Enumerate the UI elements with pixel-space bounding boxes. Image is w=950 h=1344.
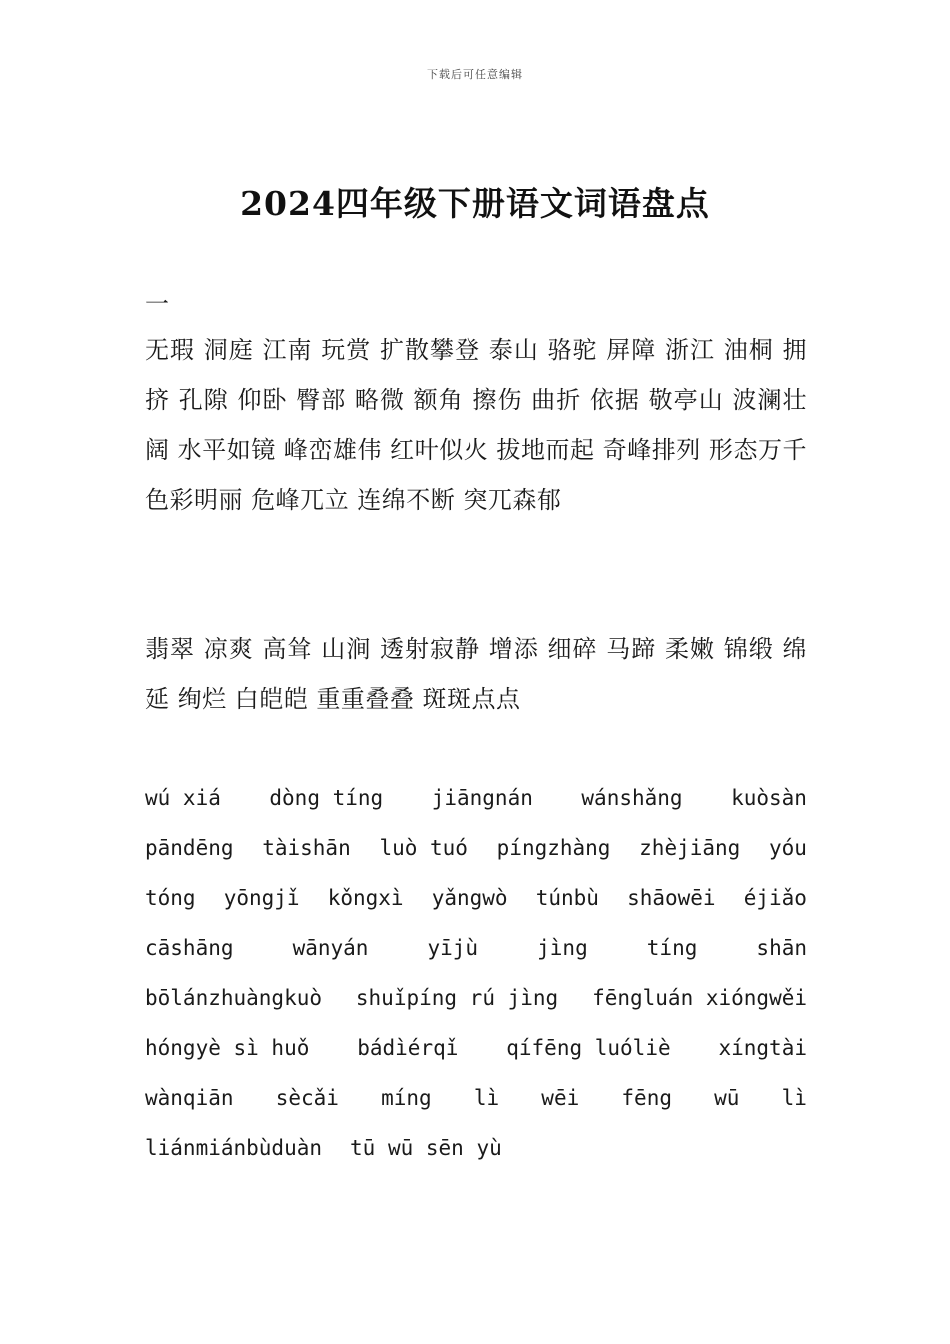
pinyin-word: wánshǎng — [581, 786, 683, 810]
pinyin-line — [145, 1073, 807, 1123]
pinyin-word: hóngyè sì huǒ — [145, 1036, 310, 1060]
pinyin-word: jìng — [537, 936, 588, 960]
pinyin-word: yǎngwò — [431, 886, 508, 910]
pinyin-word: fēng — [621, 1086, 672, 1110]
pinyin-word: kuòsàn — [731, 786, 807, 810]
pinyin-word: tíng — [646, 936, 698, 960]
pinyin-word: zhèjiāng — [639, 836, 741, 860]
section-number: 一 — [145, 290, 169, 318]
pinyin-word: jiāngnán — [431, 786, 533, 810]
pinyin-line — [145, 973, 807, 1023]
pinyin-word: yījù — [427, 936, 479, 960]
page-title: 2024四年级下册语文词语盘点 — [240, 184, 710, 223]
pinyin-word: túnbù — [535, 886, 599, 910]
pinyin-word: xíngtài — [718, 1036, 807, 1060]
pinyin-word: dòng tíng — [269, 786, 384, 810]
pinyin-word: lì — [781, 1086, 807, 1110]
pinyin-word: tū wū sēn yù — [350, 1136, 502, 1160]
pinyin-word: wū — [714, 1086, 740, 1110]
pinyin-line — [145, 923, 807, 973]
pinyin-word: yóu — [769, 836, 807, 860]
pinyin-word: lì — [473, 1086, 500, 1110]
pinyin-block — [145, 773, 807, 1173]
pinyin-word: shāowēi — [627, 886, 716, 910]
pinyin-word: yōngjǐ — [223, 886, 300, 910]
pinyin-word: bōlánzhuàngkuò — [145, 986, 323, 1010]
pinyin-word: fēngluán xióngwěi — [592, 986, 807, 1010]
pinyin-word: bádìérqǐ — [357, 1036, 459, 1060]
pinyin-word: qífēng luóliè — [506, 1036, 671, 1060]
pinyin-word: wānyán — [292, 936, 369, 960]
pinyin-word: wànqiān — [145, 1086, 234, 1110]
pinyin-word: píngzhàng — [496, 836, 611, 860]
header-note: 下载后可任意编辑 — [427, 68, 523, 81]
vocabulary-paragraph-2: 翡翠 凉爽 高耸 山涧 透射寂静 增添 细碎 马蹄 柔嫩 锦缎 绵延 绚烂 白皑皑 重重叠叠 斑斑点点 — [145, 635, 807, 713]
pinyin-line — [145, 773, 807, 823]
pinyin-line — [145, 823, 807, 873]
pinyin-word: éjiǎo — [743, 886, 807, 910]
pinyin-word: liánmiánbùduàn — [145, 1136, 323, 1160]
pinyin-word: míng — [381, 1086, 432, 1110]
pinyin-line — [145, 1023, 807, 1073]
pinyin-line — [145, 873, 807, 923]
vocabulary-paragraph-1: 无瑕 洞庭 江南 玩赏 扩散攀登 泰山 骆驼 屏障 浙江 油桐 拥挤 孔隙 仰卧 臀部 略微 额角 擦伤 曲折 依据 敬亭山 波澜壮阔 水平如镜 峰峦雄伟 红叶似火 拔地而起 奇峰排列 形态万千色彩明丽 危峰兀立 连绵不断 突兀森郁 — [145, 336, 807, 514]
pinyin-word: pāndēng — [145, 836, 234, 860]
pinyin-word: shān — [756, 936, 807, 960]
pinyin-word: cāshāng — [145, 936, 234, 960]
pinyin-word: kǒngxì — [327, 886, 404, 910]
pinyin-word: sècǎi — [275, 1086, 339, 1110]
pinyin-word: tàishān — [262, 836, 351, 860]
pinyin-line — [145, 1123, 807, 1173]
pinyin-word: shuǐpíng rú jìng — [355, 986, 559, 1010]
pinyin-word: wēi — [541, 1086, 580, 1110]
pinyin-word: wú xiá — [145, 786, 221, 810]
pinyin-word: tóng — [145, 886, 196, 910]
pinyin-word: luò tuó — [379, 836, 468, 860]
